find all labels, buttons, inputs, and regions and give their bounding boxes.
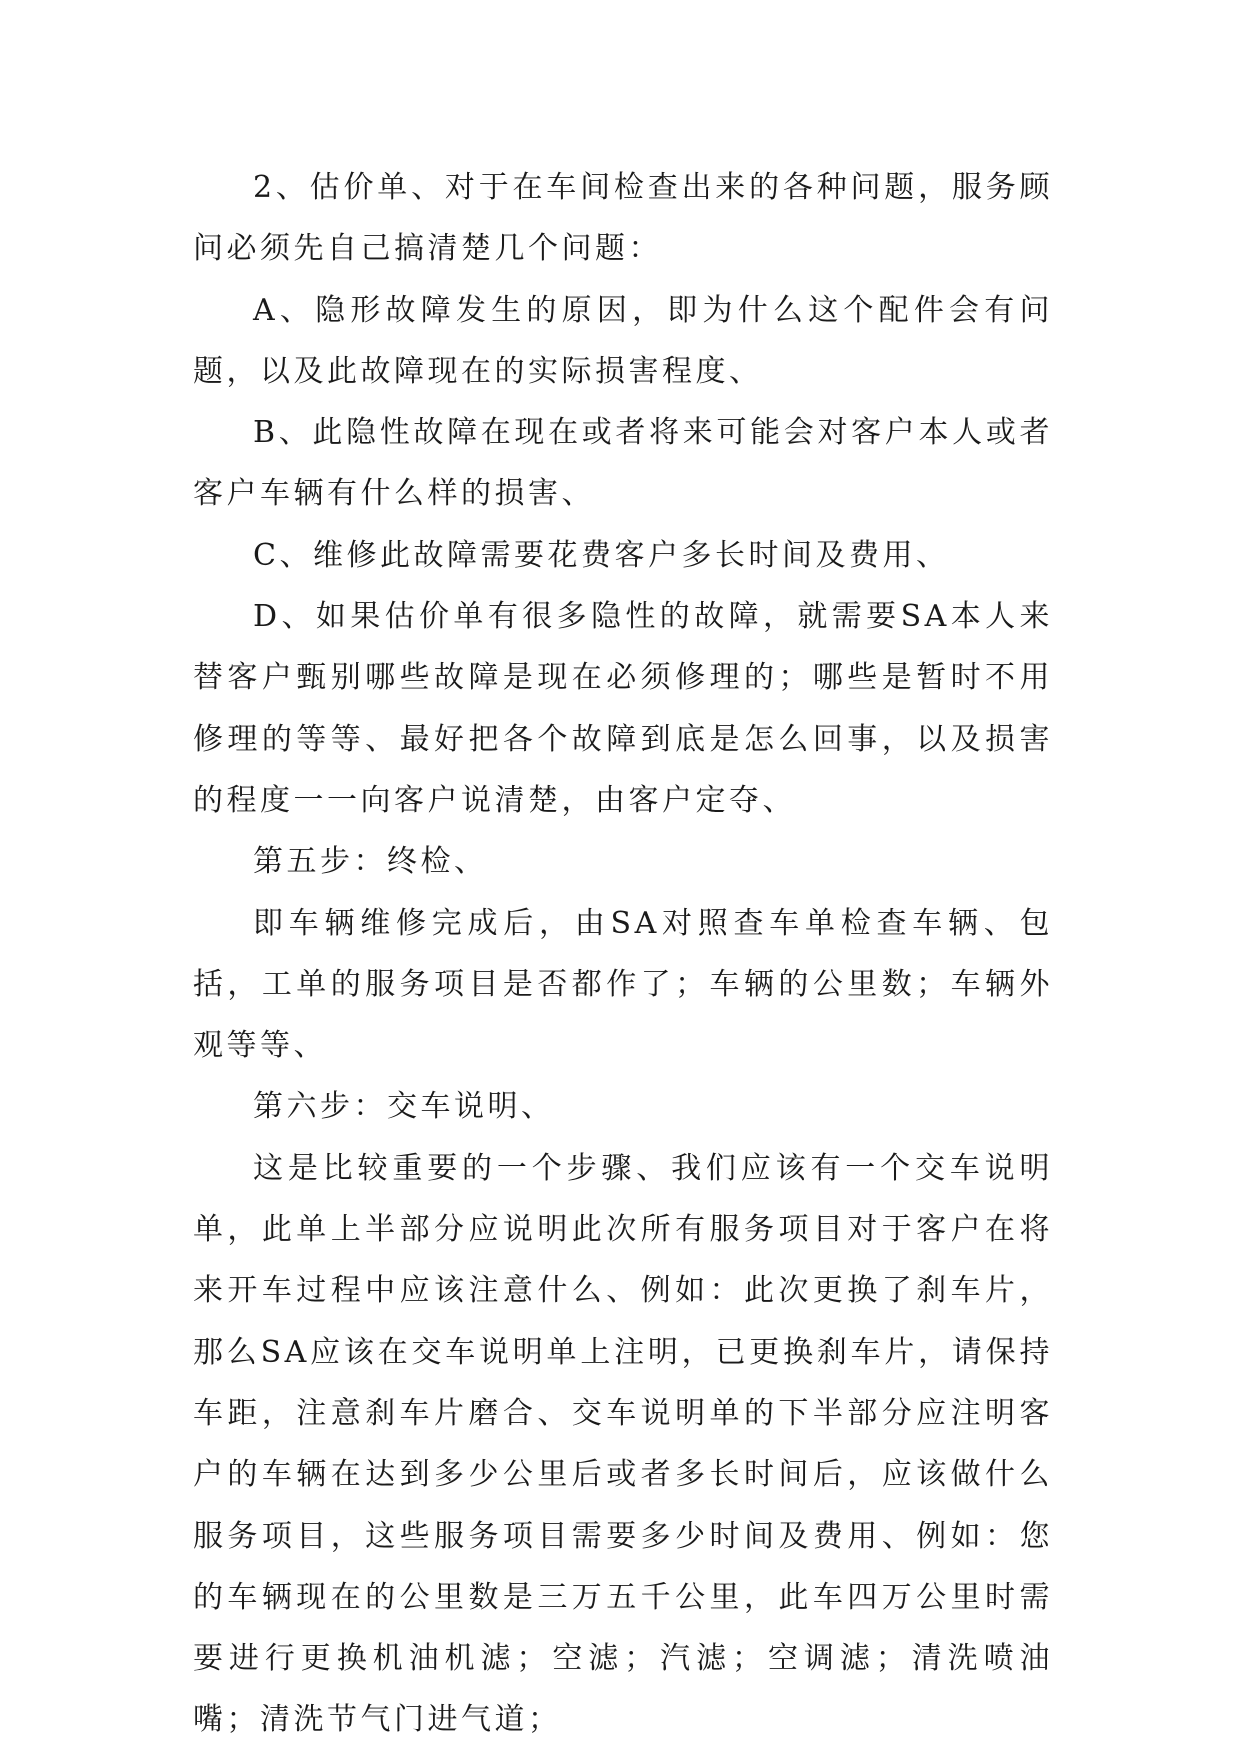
paragraph-estimate-sheet: 2、估价单、对于在车间检查出来的各种问题，服务顾问必须先自己搞清楚几个问题： [193,170,1053,267]
paragraph-item-b: B、此隐性故障在现在或者将来可能会对客户本人或者客户车辆有什么样的损害、 [193,415,1053,512]
paragraph-item-c: C、维修此故障需要花费客户多长时间及费用、 [253,537,950,573]
heading-step-five: 第五步：终检、 [253,844,488,880]
heading-step-six: 第六步：交车说明、 [253,1089,555,1125]
paragraph-item-a: A、隐形故障发生的原因，即为什么这个配件会有问题，以及此故障现在的实际损害程度、 [193,292,1053,389]
document-body [193,157,1053,1751]
paragraph-delivery-explanation: 这是比较重要的一个步骤、我们应该有一个交车说明单，此单上半部分应说明此次所有服务项目对于客户在将来开车过程中应该注意什么、例如：此次更换了刹车片，那么SA应该在交车说明单上注明，已更换刹车片，请保持车距，注意刹车片磨合、交车说明单的下半部分应注明客户的车辆在达到多少公里后或者多长时间后，应该做什么服务项目，这些服务项目需要多少时间及费用、例如：您的车辆现在的公里数是三万五千公里，此车四万公里时需要进行更换机油机滤；空滤；汽滤；空调滤；清洗喷油嘴；清洗节气门进气道； [193,1150,1053,1738]
paragraph-final-inspection: 即车辆维修完成后，由SA对照查车单检查车辆、包括，工单的服务项目是否都作了；车辆的公里数；车辆外观等等、 [193,905,1053,1064]
paragraph-item-d: D、如果估价单有很多隐性的故障，就需要SA本人来替客户甄别哪些故障是现在必须修理的；哪些是暂时不用修理的等等、最好把各个故障到底是怎么回事，以及损害的程度一一向客户说清楚，由客户定夺、 [193,599,1053,818]
